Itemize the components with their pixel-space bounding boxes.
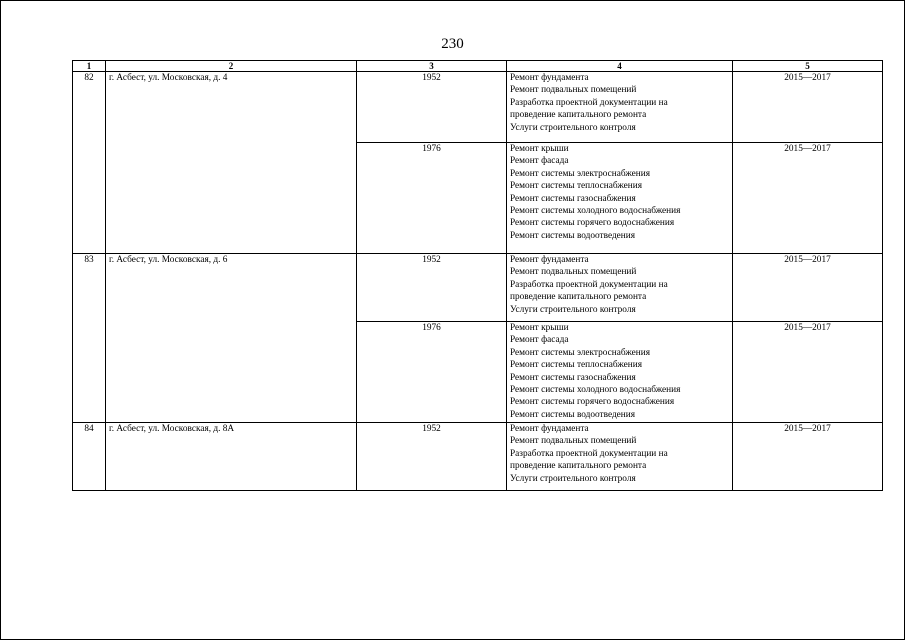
work-item: Ремонт системы водоотведения [510, 409, 636, 420]
column-header-2: 2 [106, 61, 357, 72]
work-item: Ремонт системы теплоснабжения [510, 360, 643, 371]
column-header-4: 4 [507, 61, 733, 72]
work-item: проведение капитального ремонта [510, 110, 647, 121]
row-number: 84 [73, 423, 106, 491]
work-item: Ремонт фасада [510, 156, 569, 167]
work-item: Ремонт системы горячего водоснабжения [510, 218, 675, 229]
work-item: Ремонт подвальных помещений [510, 85, 637, 96]
work-item: Ремонт системы газоснабжения [510, 193, 636, 204]
repair-period: 2015—2017 [733, 254, 883, 322]
repair-period: 2015—2017 [733, 423, 883, 491]
building-address: г. Асбест, ул. Московская, д. 8А [106, 423, 357, 491]
work-item: Ремонт системы холодного водоснабжения [510, 385, 681, 396]
work-item: Ремонт системы газоснабжения [510, 372, 636, 383]
work-item: Услуги строительного контроля [510, 473, 636, 484]
work-item: Ремонт фундамента [510, 73, 589, 83]
repair-period: 2015—2017 [733, 322, 883, 423]
row-number: 82 [73, 72, 106, 254]
works-list [507, 143, 733, 254]
table-row [73, 254, 883, 322]
works-list [507, 72, 733, 143]
work-item: проведение капитального ремонта [510, 292, 647, 303]
work-item: Ремонт системы холодного водоснабжения [510, 206, 681, 217]
work-item: Ремонт подвальных помещений [510, 267, 637, 278]
work-item: Ремонт системы электроснабжения [510, 347, 651, 358]
works-list [507, 254, 733, 322]
work-item: Ремонт крыши [510, 144, 569, 154]
works-list [507, 322, 733, 423]
build-year: 1952 [357, 72, 507, 143]
work-item: Ремонт фундамента [510, 424, 589, 434]
work-item: Ремонт системы горячего водоснабжения [510, 397, 675, 408]
build-year: 1952 [357, 423, 507, 491]
build-year: 1952 [357, 254, 507, 322]
work-item: проведение капитального ремонта [510, 461, 647, 472]
work-item: Ремонт системы водоотведения [510, 230, 636, 241]
capital-repair-table [72, 60, 883, 491]
column-header-1: 1 [73, 61, 106, 72]
building-address: г. Асбест, ул. Московская, д. 6 [106, 254, 357, 423]
page-number: 230 [441, 36, 464, 52]
work-item: Ремонт фундамента [510, 255, 589, 265]
work-item: Ремонт крыши [510, 323, 569, 333]
repair-period: 2015—2017 [733, 72, 883, 143]
repair-period: 2015—2017 [733, 143, 883, 254]
work-item: Разработка проектной документации на [510, 97, 668, 108]
build-year: 1976 [357, 322, 507, 423]
work-item: Разработка проектной документации на [510, 279, 668, 290]
work-item: Ремонт системы электроснабжения [510, 168, 651, 179]
column-header-3: 3 [357, 61, 507, 72]
work-item: Ремонт подвальных помещений [510, 436, 637, 447]
work-item: Услуги строительного контроля [510, 122, 636, 133]
work-item: Ремонт системы теплоснабжения [510, 181, 643, 192]
table-header-row [73, 61, 883, 72]
column-header-5: 5 [733, 61, 883, 72]
table-row [73, 72, 883, 143]
building-address: г. Асбест, ул. Московская, д. 4 [106, 72, 357, 254]
works-list [507, 423, 733, 491]
work-item: Ремонт фасада [510, 335, 569, 346]
build-year: 1976 [357, 143, 507, 254]
table-row [73, 423, 883, 491]
work-item: Разработка проектной документации на [510, 448, 668, 459]
row-number: 83 [73, 254, 106, 423]
work-item: Услуги строительного контроля [510, 304, 636, 315]
